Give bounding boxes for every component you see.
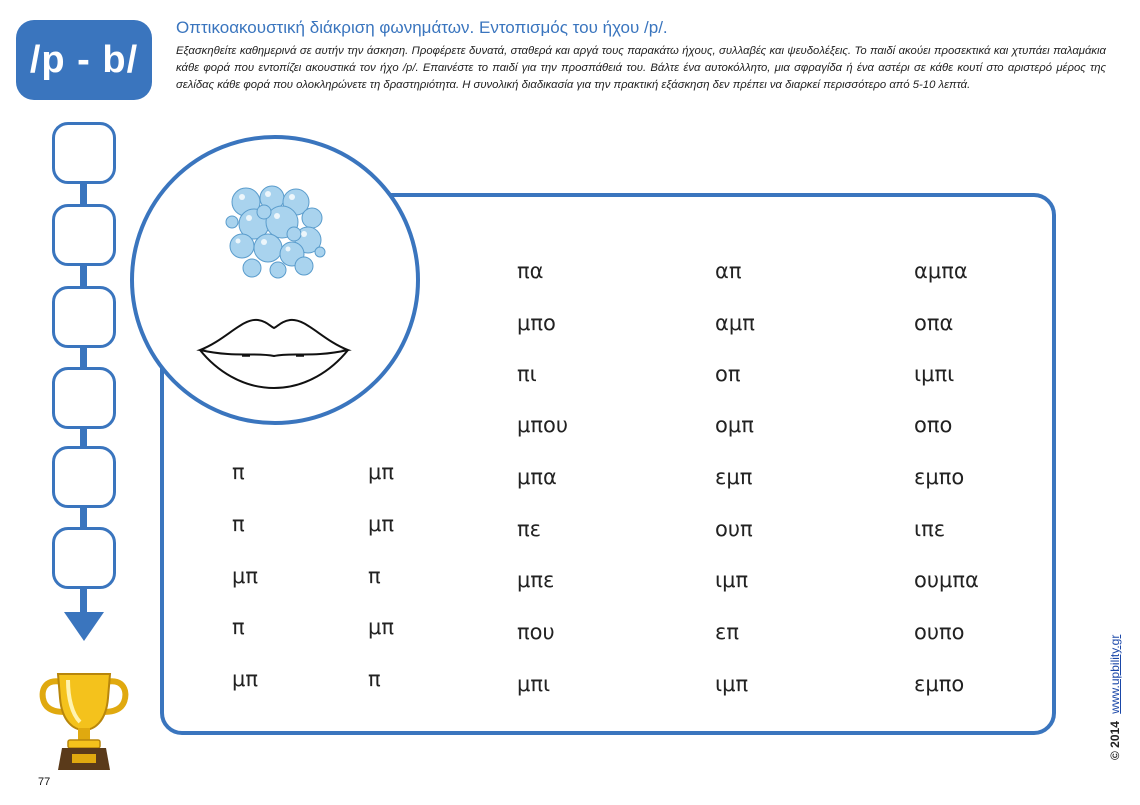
- syllable: π: [368, 564, 381, 588]
- sound-badge: /p - b/: [16, 20, 152, 100]
- syllable: εμπο: [914, 672, 965, 696]
- sticker-box-2[interactable]: [52, 204, 116, 266]
- syllable: π: [232, 615, 245, 639]
- syllable: πε: [517, 517, 541, 541]
- syllable: εμπο: [914, 465, 965, 489]
- syllable: π: [232, 512, 245, 536]
- syllable: ουπ: [715, 517, 753, 541]
- copyright-year: © 2014: [1108, 721, 1122, 760]
- syllable: μπ: [232, 564, 259, 588]
- syllable: επ: [715, 620, 739, 644]
- page-title: Οπτικοακουστική διάκριση φωνημάτων. Εντοπισμός του ήχου /p/.: [176, 18, 668, 37]
- syllable: μπου: [517, 413, 569, 437]
- copyright-credit: [1108, 635, 1122, 760]
- sticker-box-4[interactable]: [52, 367, 116, 429]
- sticker-box-3[interactable]: [52, 286, 116, 348]
- syllable: μπ: [368, 460, 395, 484]
- syllable: π: [232, 460, 245, 484]
- syllable: μπο: [517, 311, 556, 335]
- syllable: ιπε: [914, 517, 946, 541]
- syllable: π: [368, 667, 381, 691]
- syllable: πα: [517, 259, 544, 283]
- syllable: ιμπ: [715, 568, 749, 592]
- syllable: αμπ: [715, 311, 755, 335]
- syllable: μπ: [368, 615, 395, 639]
- syllable: που: [517, 620, 555, 644]
- syllable: μπα: [517, 465, 557, 489]
- sticker-box-1[interactable]: [52, 122, 116, 184]
- syllable: ουμπα: [914, 568, 979, 592]
- sticker-box-6[interactable]: [52, 527, 116, 589]
- page-number: 77: [38, 776, 51, 788]
- instructions-text: Εξασκηθείτε καθημερινά σε αυτήν την άσκηση. Προφέρετε δυνατά, σταθερά και αργά τους παρακάτω ήχους, συλλαβές και ψευδολέξεις. Το παιδί ακούει προσεκτικά και χτυπάει παλαμάκια κάθε φορά που εντοπίζει ακουστικά τον ήχο /p/. Επαινέστε το παιδί για την προσπάθειά του. Βάλτε ένα αυτοκόλλητο, μια σφραγίδα ή ένα αστέρι σε κάθε κουτί στο αριστερό μέρος της σελίδας κάθε φορά που ολοκληρώνετε τη δραστηριότητα. Η συνολική διαδικασία για την πρακτική εξάσκηση δεν πρέπει να διαρκεί περισσότερο από 5-10 λεπτά.: [176, 45, 1106, 91]
- syllable: οπο: [914, 413, 953, 437]
- syllable: ουπο: [914, 620, 965, 644]
- syllable: μπ: [232, 667, 259, 691]
- syllable: εμπ: [715, 465, 753, 489]
- syllable: μπε: [517, 568, 555, 592]
- syllable: απ: [715, 259, 742, 283]
- sticker-box-5[interactable]: [52, 446, 116, 508]
- syllable: ιμπ: [715, 672, 749, 696]
- syllable: πι: [517, 362, 537, 386]
- syllable: οπ: [715, 362, 741, 386]
- syllable: μπι: [517, 672, 551, 696]
- syllable: οπα: [914, 311, 954, 335]
- syllable: ιμπι: [914, 362, 955, 386]
- syllable: ομπ: [715, 413, 754, 437]
- bubbles-icon: [224, 182, 328, 282]
- arrow-down-icon: [64, 612, 104, 641]
- syllable: μπ: [368, 512, 395, 536]
- lips-icon: [196, 312, 352, 394]
- trophy-icon: [38, 668, 130, 772]
- syllable: αμπα: [914, 259, 968, 283]
- website-link[interactable]: www.upbility.gr: [1108, 634, 1122, 714]
